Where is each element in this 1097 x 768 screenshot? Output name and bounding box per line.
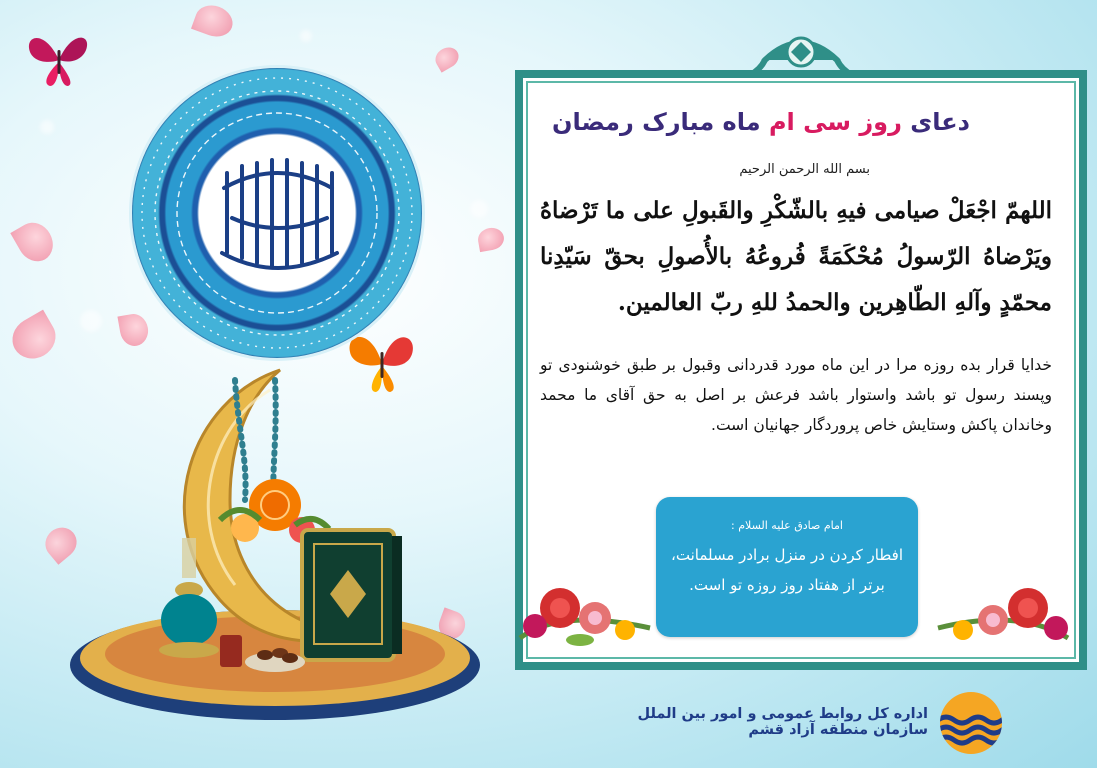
rose-petal [432,43,463,72]
bokeh-light [80,310,102,332]
persian-translation: خدایا قرار بده روزه مرا در این ماه مورد قدردانی وقبول بر طبق خوشنودی تو وپسند رسول تو باشد واستوار باشد فرعش بر اصل به حق آقای ما محمد وخاندان پاکش وستایش خاص پروردگار جهانیان است. [540,356,1052,434]
quote-line: افطار کردن در منزل برادر مسلمانت، [671,546,903,564]
rose-petal [10,216,59,268]
calligraphy-medallion-icon [132,68,422,358]
quote-line: برتر از هفتاد روز روزه تو است. [689,576,885,594]
hadith-quote-box [656,497,918,637]
title-main: دعای [910,108,970,136]
basmala: بسم الله الرحمن الرحیم [739,162,870,177]
title-rest: ماه مبارک رمضان [551,108,761,136]
rose-petal [476,226,505,252]
ramadan-scene [70,350,480,730]
bokeh-light [300,30,312,42]
quote-source: امام صادق علیه السلام : [731,519,843,532]
wave-logo-icon [938,690,1004,756]
butterfly-icon [24,28,94,90]
card-title [540,108,970,136]
rose-petal [191,0,237,41]
bokeh-light [40,120,54,134]
quote-text [656,540,918,600]
bokeh-light [470,200,488,218]
calligraphy-medallion [132,68,422,358]
rose-bouquet-right [928,568,1078,658]
rose-bouquet-left [510,568,660,658]
title-accent: روز سی ام [768,108,902,136]
organization-name: اداره کل روابط عمومی و امور بین الملل سازمان منطقه آزاد قشم [637,706,928,738]
rose-petal [5,310,63,367]
arabic-prayer: اللهمّ اجْعَلْ صیامی فیهِ بالشّکْرِ والقَبولِ علی ما تَرْضاهُ ویَرْضاهُ الرّسولُ مُحْکَمَةً فُروعُهُ بالأُصولِ بحقّ سَیّدِنا محمّدٍ وآلهِ الطّاهِرین والحمدُ للهِ ربّ العالمین. [540,197,1052,316]
